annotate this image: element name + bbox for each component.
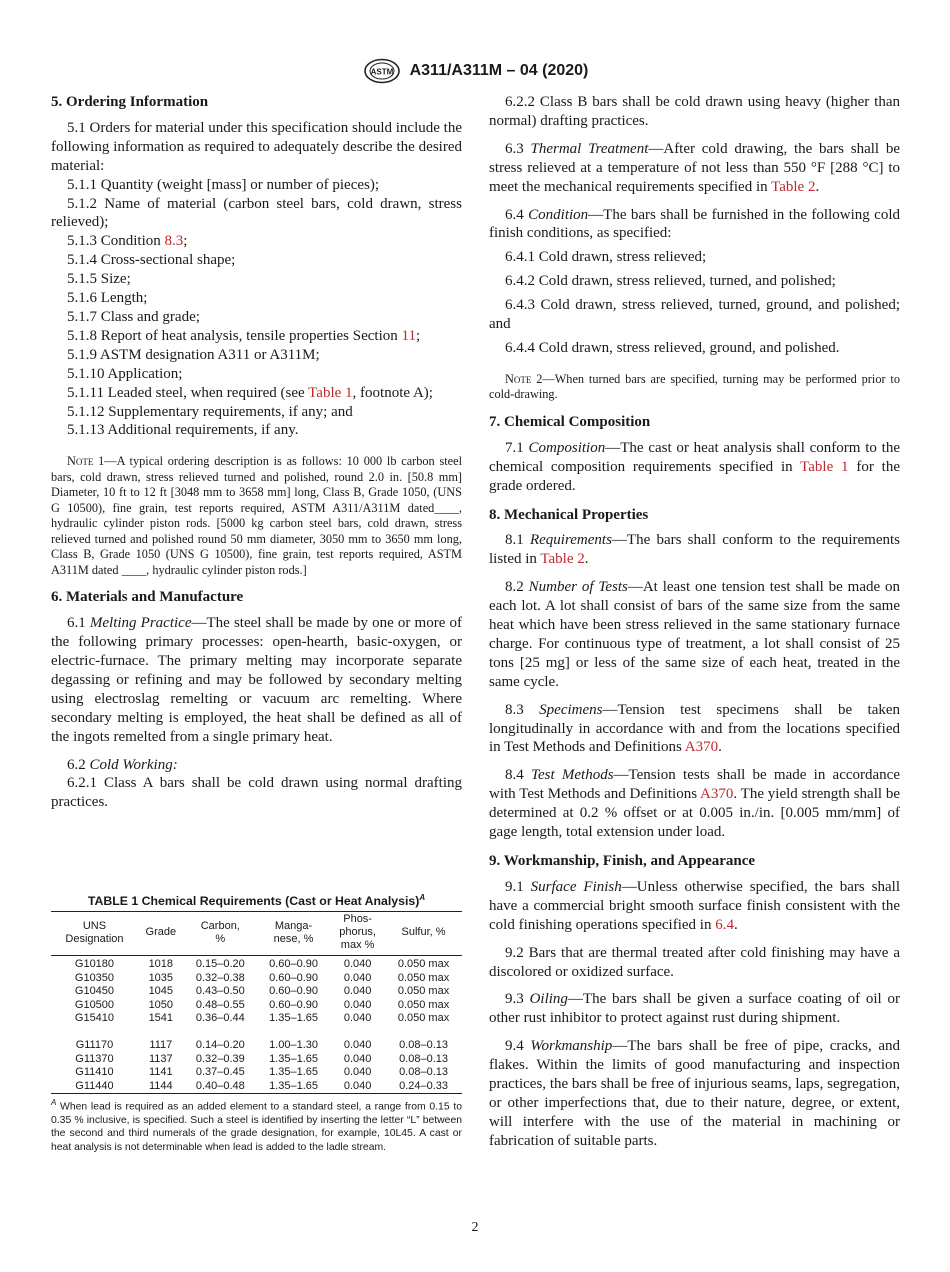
text: 9.2 Bars that are thermal treated after cold finishing may have a discolored or oxidized surface. — [489, 944, 900, 980]
paragraph — [51, 119, 462, 176]
table-cell: 0.050 max — [397, 998, 450, 1011]
column-header — [51, 912, 138, 956]
paragraph — [51, 289, 462, 308]
text: 5.1.4 Cross-sectional shape; — [67, 252, 236, 269]
text: 8.1 — [505, 532, 530, 549]
column-header-text: max % — [340, 939, 375, 952]
paragraph — [51, 403, 462, 422]
text: 8. Mechanical Properties — [489, 506, 649, 523]
column-header-text: Carbon, — [200, 919, 240, 932]
section-heading — [489, 413, 900, 432]
paragraph — [489, 766, 900, 842]
cross-reference-link[interactable]: A370 — [684, 739, 719, 756]
paragraph — [51, 251, 462, 270]
text: 7. Chemical Composition — [489, 413, 651, 430]
text: Note — [505, 371, 532, 386]
text: 6.4.1 Cold drawn, stress relieved; — [505, 249, 707, 266]
paragraph — [51, 232, 462, 251]
group-spacer — [51, 1026, 462, 1039]
note — [51, 454, 462, 578]
table-cell: 0.32–0.38 — [195, 971, 245, 984]
text: 7.1 — [505, 439, 529, 456]
table-cell: G11410 — [75, 1066, 114, 1079]
paragraph — [51, 308, 462, 327]
section-heading — [489, 506, 900, 525]
paragraph — [489, 206, 900, 244]
table-footnote — [51, 1096, 462, 1153]
text: —The bars shall conform to the requirements listed in — [489, 532, 900, 568]
table-cell: 0.040 — [343, 985, 372, 998]
text: for the grade ordered. — [489, 458, 900, 494]
column-header-text: Grade — [145, 926, 177, 939]
text: 5. Ordering Information — [51, 94, 209, 110]
text: —Unless otherwise specified, the bars shall have a commercial bright smooth surface finish consistent with the cold finishing operations specified in — [489, 878, 901, 933]
table-cell: 0.040 — [343, 958, 372, 971]
paragraph — [51, 421, 462, 440]
table-cell: 0.60–0.90 — [269, 958, 318, 971]
paragraph-title: Specimens — [539, 701, 603, 718]
note — [489, 372, 900, 403]
cross-reference-link[interactable]: Table 1 — [800, 458, 849, 475]
text: . The yield strength shall be determined at 0.2 % offset or at 0.005 in./in. [0.005 mm/mm] of gage length, total extension under load. — [489, 786, 901, 841]
text: —The bars shall be given a surface coating of oil or other rust inhibitor to protect against rust during shipment. — [489, 991, 901, 1027]
text: 9.4 — [505, 1038, 531, 1055]
cross-reference-link[interactable]: Table 2 — [771, 178, 816, 195]
paragraph — [51, 176, 462, 195]
table-cell: 1541 — [148, 1012, 174, 1025]
left-column — [51, 93, 462, 812]
table-cell: 1141 — [148, 1066, 173, 1079]
table-cell: 1018 — [148, 958, 174, 971]
text: 9.3 — [505, 991, 530, 1008]
paragraph — [489, 1037, 900, 1150]
paragraph — [489, 248, 900, 267]
column-header-text: Phos- — [343, 913, 372, 926]
paragraph — [489, 578, 900, 691]
table-cell: 1050 — [148, 998, 174, 1011]
text: 6.4.4 Cold drawn, stress relieved, ground, and polished. — [505, 339, 840, 356]
text: 6.2.2 Class B bars shall be cold drawn using heavy (higher than normal) drafting practices. — [489, 94, 900, 129]
text: . — [584, 551, 589, 568]
text: 5.1.9 ASTM designation A311 or A311M; — [67, 346, 320, 363]
table-cell: 0.050 max — [397, 985, 450, 998]
right-column — [489, 93, 900, 1151]
table-caption — [51, 893, 462, 908]
text: 2—When turned bars are specified, turning may be performed prior to cold-drawing. — [489, 371, 900, 402]
column-header — [138, 912, 184, 956]
text: —The cast or heat analysis shall conform to the chemical composition requirements specified in — [489, 439, 900, 475]
paragraph-title: Condition — [528, 206, 589, 223]
paragraph-title: Thermal Treatment — [530, 140, 649, 157]
text: 6.3 — [505, 140, 531, 157]
paragraph-title: Surface Finish — [530, 878, 622, 895]
column-header-text: nese, % — [273, 932, 314, 945]
text: 5.1.10 Application; — [67, 365, 183, 382]
paragraph — [489, 339, 900, 358]
table-row — [51, 985, 462, 999]
table-cell: 0.24–0.33 — [399, 1079, 448, 1092]
text: ; — [415, 327, 421, 344]
table-cell: 1.00–1.30 — [269, 1039, 318, 1052]
text: 5.1 Orders for material under this specification should include the following information as required to adequately describe the desired material: — [51, 119, 462, 174]
table-cell: 0.040 — [343, 1052, 372, 1065]
table-cell: 1045 — [148, 985, 174, 998]
paragraph — [51, 270, 462, 289]
paragraph — [51, 614, 462, 746]
table-cell: 0.60–0.90 — [269, 985, 318, 998]
text: —Tension tests shall be made in accordance with Test Methods and Definitions — [489, 767, 900, 803]
text: 5.1.13 Additional requirements, if any. — [67, 422, 299, 439]
table-cell: 0.36–0.44 — [195, 1012, 245, 1025]
table-cell: G11170 — [75, 1039, 114, 1052]
text: 6. Materials and Manufacture — [51, 589, 244, 606]
cross-reference-link[interactable]: 11 — [401, 327, 416, 344]
paragraph-title: Cold Working: — [89, 756, 178, 773]
table-1 — [51, 893, 462, 1154]
text: 5.1.6 Length; — [67, 290, 148, 307]
section-heading — [51, 93, 462, 112]
paragraph — [51, 346, 462, 365]
paragraph — [51, 384, 462, 403]
table-cell: 0.08–0.13 — [399, 1052, 448, 1065]
paragraph — [489, 439, 900, 496]
table-cell: 0.40–0.48 — [195, 1079, 245, 1092]
column-header-text: Designation — [65, 932, 124, 945]
table-caption-text: TABLE 1 Chemical Requirements (Cast or Heat Analysis) — [87, 894, 420, 909]
table-cell: G15410 — [74, 1012, 115, 1025]
text: —The steel shall be made by one or more of the following primary processes: open-hearth, basic-oxygen, or electric-furnace. The primary melting may incorporate separate degassing or refining and may be followed by secondary melting using electroslag remelting or vacuum arc remelting. Where secondary melting is employed, the heat shall be defined as all of the ingots remelted from a single primary heat. — [51, 615, 462, 745]
table-cell: G11440 — [75, 1079, 114, 1092]
column-header-text: Manga- — [274, 919, 313, 932]
table-cell: 1137 — [148, 1052, 173, 1065]
footnote-marker: A — [51, 1098, 57, 1108]
table-cell: 0.08–0.13 — [399, 1039, 448, 1052]
table-cell: 0.08–0.13 — [399, 1066, 448, 1079]
footnote-text: When lead is required as an added element to a standard steel, a range from 0.15 to 0.35 % inclusive, is specified. Such a steel is identified by inserting the letter “L” between the second and third numerals of the grade designation, for example, 10L45. A cast or heat analysis is not determinable when lead is added to the ladle stream. — [51, 1101, 462, 1153]
section-heading — [489, 852, 900, 871]
table-cell: 1.35–1.65 — [269, 1079, 318, 1092]
column-header-text: phorus, — [339, 926, 376, 939]
column-header — [184, 912, 257, 956]
table-row — [51, 1039, 462, 1053]
text: —After cold drawing, the bars shall be stress relieved at a temperature of not less than 550 °F [288 °C] to meet the mechanical requirements specified in — [489, 140, 900, 195]
text: 6.4 — [505, 206, 529, 223]
text: 5.1.7 Class and grade; — [67, 308, 200, 325]
svg-text:ASTM: ASTM — [370, 67, 393, 77]
footnote-marker: A — [419, 893, 426, 902]
text: —The bars shall be furnished in the following cold finish conditions, as specified: — [489, 206, 900, 242]
paragraph — [51, 756, 462, 775]
column-header — [330, 912, 385, 956]
table-cell: 0.14–0.20 — [195, 1039, 245, 1052]
paragraph — [489, 878, 900, 935]
cross-reference-link[interactable]: 6.4 — [715, 916, 734, 933]
table-row — [51, 972, 462, 986]
text: —Tension test specimens shall be taken longitudinally in accordance with and from the locations specified in Test Methods and Definitions — [489, 701, 901, 756]
text: 5.1.5 Size; — [67, 271, 131, 288]
paragraph — [51, 195, 462, 233]
table-cell: 1.35–1.65 — [269, 1066, 318, 1079]
table-cell: G11370 — [75, 1052, 114, 1065]
paragraph-title: Composition — [528, 439, 606, 456]
text: —The bars shall be free of pipe, cracks, and flakes. Within the limits of good manufacturing and inspection practices, the bars shall be free of injurious seams, laps, segregation, or other imperfections that, due to their nature, degree, or extent, will interfere with the use of the material in machining or fabrication of suitable parts. — [489, 1038, 901, 1149]
table-cell: 1144 — [148, 1079, 173, 1092]
table-cell: 0.040 — [343, 1066, 372, 1079]
text: 8.4 — [505, 767, 531, 784]
text: 1—A typical ordering description is as follows: 10 000 lb carbon steel bars, cold drawn, stress relieved turned and polished, round 2.0 in. [50.8 mm] Diameter, 10 ft to 12 ft [3048 mm to 3658 mm] long, Class B, Grade 1050, (UNS G 10500), fine grain, test reports required, ASTM A311/A311M dated____, hydraulic cylinder piston rods. [5000 kg carbon steel bars, cold drawn, stress relieved turned and polished round 50 mm diameter, 3050 mm to 3650 mm long, Class B, Grade 1050 (UNS G 10500), fine grain, test reports required, ASTM A311M dated ____, hydraulic cylinder piston rods.] — [51, 454, 462, 577]
text: 5.1.8 Report of heat analysis, tensile properties Section — [67, 327, 402, 344]
text: . — [815, 178, 820, 195]
text: 8.2 — [505, 579, 529, 596]
table-cell: 1035 — [148, 971, 174, 984]
paragraph-title: Workmanship — [530, 1038, 613, 1055]
text: 6.4.2 Cold drawn, stress relieved, turned, and polished; — [505, 273, 836, 290]
table-cell: 0.43–0.50 — [195, 985, 245, 998]
column-header — [257, 912, 330, 956]
paragraph — [489, 990, 900, 1028]
column-header — [385, 912, 462, 956]
section-heading — [51, 588, 462, 607]
paragraph — [489, 93, 900, 131]
table-cell: 0.040 — [343, 971, 372, 984]
column-header-text: % — [215, 932, 226, 945]
table-cell: 1117 — [149, 1039, 173, 1052]
text: 5.1.1 Quantity (weight [mass] or number of pieces); — [67, 176, 380, 193]
table-row — [51, 1053, 462, 1067]
text: ; — [183, 233, 188, 250]
table-row — [51, 1012, 462, 1026]
table-cell: 0.040 — [343, 1039, 372, 1052]
text: 6.2.1 Class A bars shall be cold drawn using normal drafting practices. — [51, 775, 462, 811]
table-row — [51, 999, 462, 1013]
table-cell: 0.050 max — [397, 958, 450, 971]
text: . — [733, 916, 738, 933]
table-cell: 1.35–1.65 — [269, 1052, 318, 1065]
table-cell: G10180 — [74, 958, 115, 971]
table-header-row — [51, 912, 462, 956]
text: 9.1 — [505, 878, 531, 895]
table-cell: 0.37–0.45 — [195, 1066, 245, 1079]
table-row — [51, 1080, 462, 1094]
table-cell: 1.35–1.65 — [269, 1012, 318, 1025]
text: , footnote A); — [352, 384, 433, 401]
paragraph-title: Test Methods — [531, 767, 614, 784]
paragraph-title: Oiling — [529, 991, 568, 1008]
table-cell: 0.040 — [343, 1012, 372, 1025]
text: Note — [67, 454, 94, 469]
cross-reference-link[interactable]: 8.3 — [164, 233, 184, 250]
paragraph-title: Number of Tests — [528, 579, 628, 596]
document-designation: A311/A311M – 04 (2020) — [409, 62, 589, 79]
cross-reference-link[interactable]: Table 1 — [308, 384, 353, 401]
table-cell: G10450 — [74, 985, 115, 998]
table-cell: 0.60–0.90 — [269, 998, 318, 1011]
table-cell: 0.040 — [343, 998, 372, 1011]
text: —At least one tension test shall be made on each lot. A lot shall consist of bars of the same size from the same heat which have been stress relieved in the same stationary furnace charge. For continuous type of treatment, a lot shall consist of 25 tons [25 mg] or less of the same size of each heat, treated in the same cycle. — [489, 579, 901, 690]
text: 5.1.11 Leaded steel, when required (see — [67, 384, 309, 401]
table-cell: G10500 — [74, 998, 115, 1011]
table-cell: 0.32–0.39 — [195, 1052, 245, 1065]
page-header — [0, 58, 950, 84]
text: 8.3 — [505, 701, 540, 718]
table-row — [51, 956, 462, 972]
text: 9. Workmanship, Finish, and Appearance — [489, 853, 756, 869]
paragraph — [489, 531, 900, 569]
paragraph — [489, 296, 900, 334]
text: 6.2 — [67, 756, 90, 773]
page-number: 2 — [471, 1220, 479, 1235]
table-cell: 0.15–0.20 — [195, 958, 245, 971]
astm-logo-icon — [362, 58, 402, 84]
column-header-text: UNS — [82, 919, 107, 932]
table-row — [51, 1066, 462, 1080]
table-cell: 0.60–0.90 — [269, 971, 318, 984]
paragraph — [489, 944, 900, 982]
paragraph-title: Requirements — [529, 532, 612, 549]
text: 5.1.2 Name of material (carbon steel bars, cold drawn, stress relieved); — [51, 195, 462, 231]
paragraph — [51, 327, 462, 346]
paragraph — [51, 774, 462, 812]
table-cell: 0.050 max — [397, 1012, 450, 1025]
paragraph — [489, 701, 900, 758]
cross-reference-link[interactable]: Table 2 — [540, 551, 585, 568]
text: . — [718, 739, 722, 756]
text: 5.1.12 Supplementary requirements, if any; and — [67, 403, 353, 420]
text: 6.4.3 Cold drawn, stress relieved, turned, ground, and polished; and — [489, 297, 900, 333]
paragraph — [489, 140, 900, 197]
paragraph — [489, 272, 900, 291]
cross-reference-link[interactable]: A370 — [700, 786, 734, 803]
paragraph — [51, 365, 462, 384]
paragraph-title: Melting Practice — [89, 615, 192, 632]
table-cell: 0.050 max — [397, 971, 450, 984]
table-cell: G10350 — [74, 971, 115, 984]
column-header-text: Sulfur, % — [401, 926, 446, 939]
table-cell: 0.040 — [343, 1079, 372, 1092]
text: 5.1.3 Condition — [67, 233, 165, 250]
table-cell: 0.48–0.55 — [195, 998, 245, 1011]
text: 6.1 — [67, 615, 90, 632]
